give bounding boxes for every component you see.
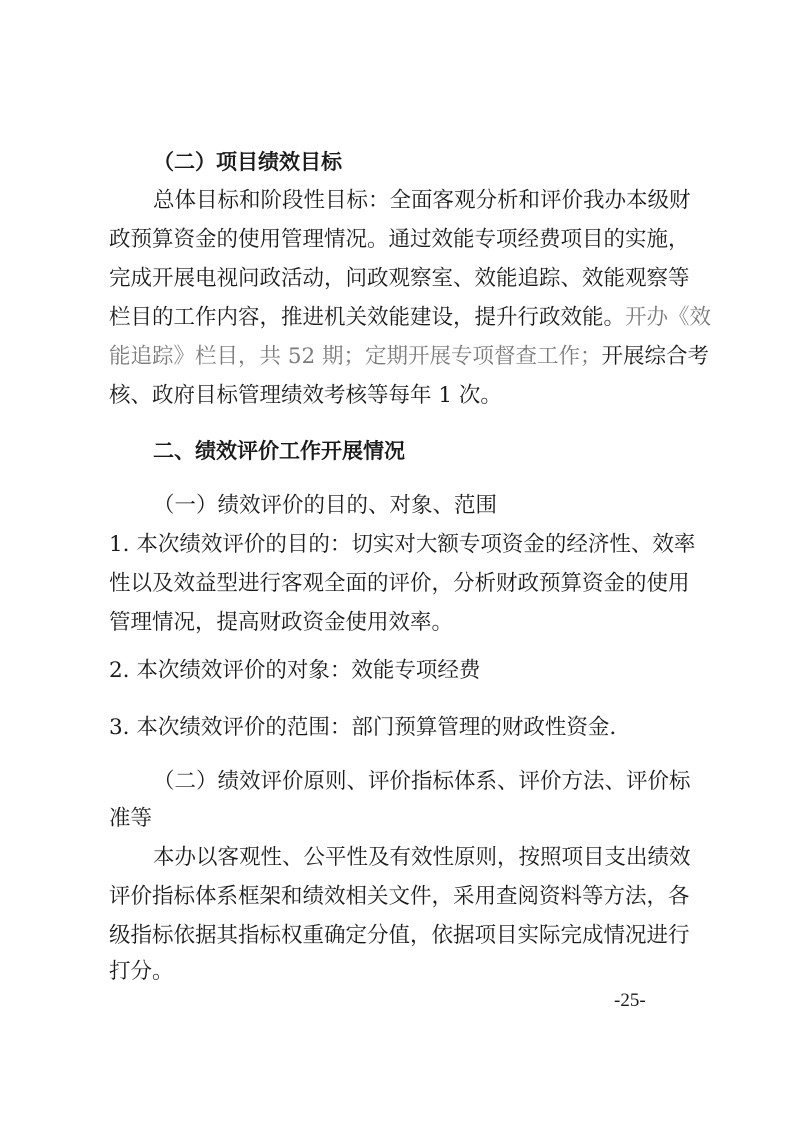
item-1-line-3: 管理情况，提高财政资金使用效率。	[109, 610, 454, 635]
item-2: 2. 本次绩效评价的对象：效能专项经费	[109, 658, 481, 683]
item-1-line-1: 1. 本次绩效评价的目的：切实对大额专项资金的经济性、效率	[109, 532, 696, 557]
paragraph-goals-line-2: 政预算资金的使用管理情况。通过效能专项经费项目的实施，	[109, 227, 690, 252]
paragraph-principles-line-3: 级指标依据其指标权重确定分值，依据项目实际完成情况进行	[109, 923, 690, 948]
paragraph-goals-line-5-highlight-a: 能追踪》栏目，共 52 期；	[109, 344, 366, 369]
subheading-principles-line-2: 准等	[109, 806, 153, 831]
paragraph-principles-line-1: 本办以客观性、公平性及有效性原则，按照项目支出绩效	[153, 845, 691, 870]
section-heading-project-goals: （二）项目绩效目标	[153, 150, 342, 174]
paragraph-goals-line-6: 核、政府目标管理绩效考核等每年 1 次。	[109, 383, 502, 408]
paragraph-principles-line-2: 评价指标体系框架和绩效相关文件，采用查阅资料等方法，各	[109, 884, 690, 909]
subheading-purpose-object-scope: （一）绩效评价的目的、对象、范围	[153, 493, 498, 518]
item-1-line-2: 性以及效益型进行客观全面的评价，分析财政预算资金的使用	[109, 571, 690, 596]
paragraph-goals-line-5	[109, 342, 709, 372]
paragraph-principles-line-4: 打分。	[109, 959, 174, 984]
paragraph-goals-line-5-main: 开展综合考	[601, 344, 710, 369]
page-number: -25-	[614, 990, 646, 1011]
paragraph-goals-line-4	[109, 303, 711, 333]
item-3: 3. 本次绩效评价的范围：部门预算管理的财政性资金.	[109, 715, 617, 740]
section-heading-evaluation: 二、绩效评价工作开展情况	[153, 439, 405, 463]
paragraph-goals-line-3: 完成开展电视问政活动，问政观察室、效能追踪、效能观察等	[109, 266, 690, 291]
paragraph-goals-line-4-main: 栏目的工作内容，推进机关效能建设，提升行政效能。	[109, 305, 626, 330]
paragraph-goals-line-5-highlight-b: 定期开展专项督查工作；	[365, 344, 602, 369]
paragraph-goals-line-4-highlight: 开办《效	[625, 305, 712, 330]
subheading-principles-line-1: （二）绩效评价原则、评价指标体系、评价方法、评价标	[153, 769, 691, 794]
paragraph-goals-line-1: 总体目标和阶段性目标：全面客观分析和评价我办本级财	[153, 188, 691, 213]
